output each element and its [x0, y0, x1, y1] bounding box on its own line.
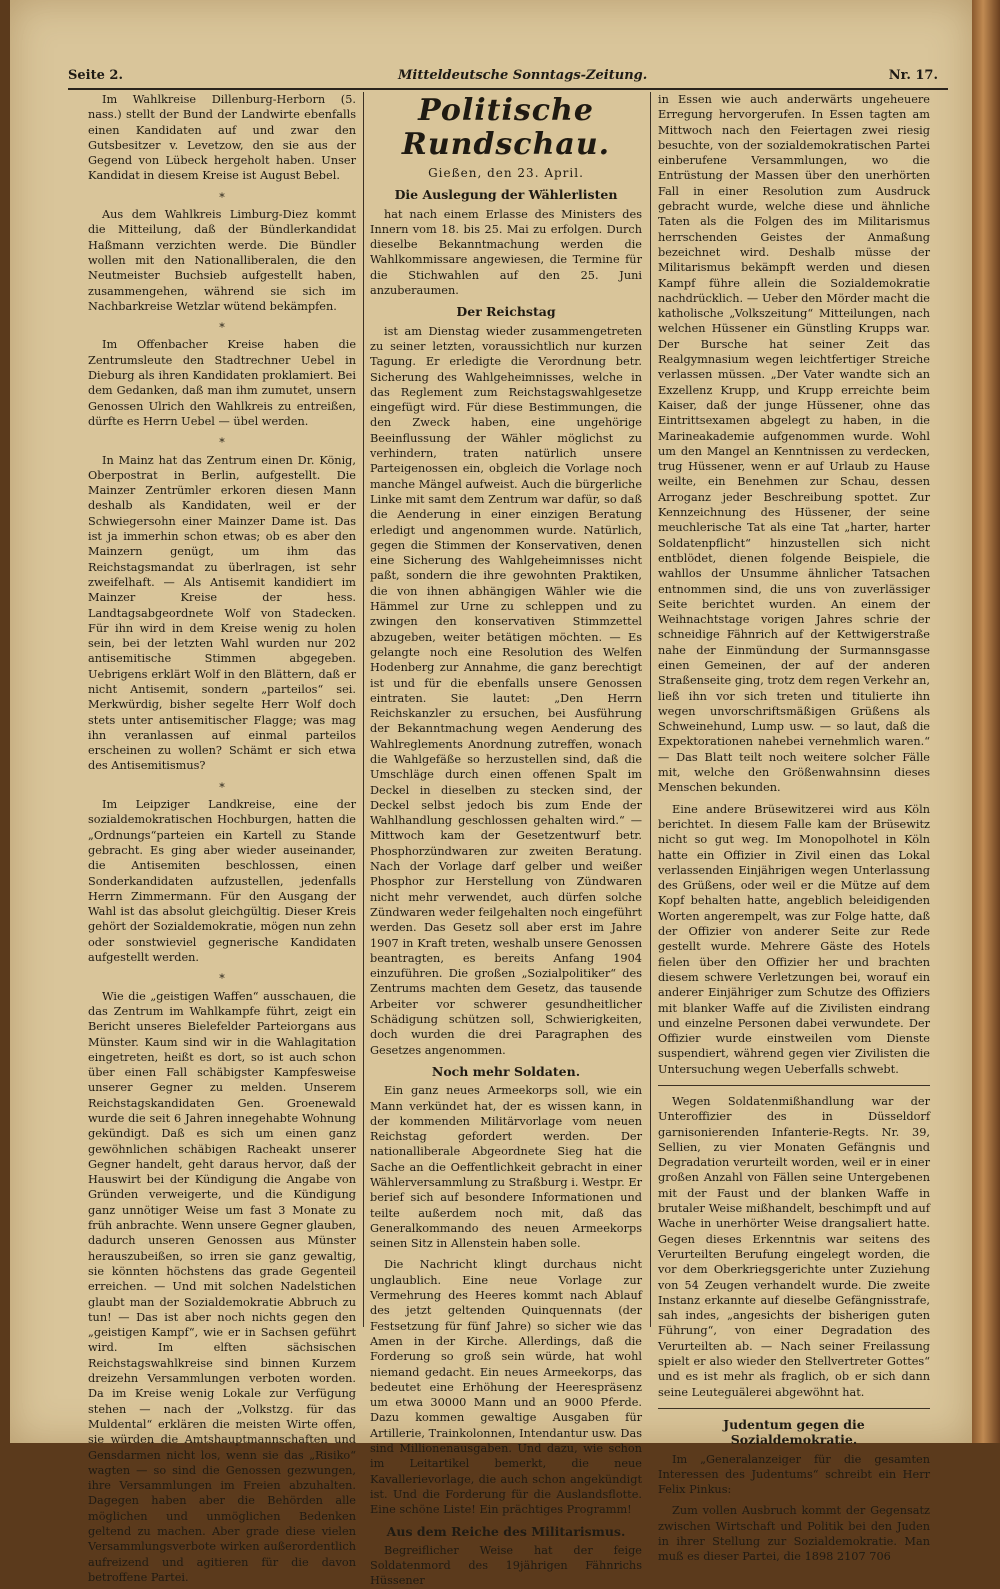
column-divider: [650, 92, 651, 1327]
article-heading: Aus dem Reiche des Militarismus.: [386, 1523, 626, 1539]
column-1: [88, 92, 356, 1584]
article-paragraph: Aus dem Wahlkreis Limburg-Diez kommt die Mitteilung, daß der Bündlerkandidat Haßmann verzichten werde. Die Bündler wollen mit den Nationalliberalen, die den Neutmeister Buchsieb aufgestellt haben, zusammengehen, während sie sich im Nachbarkreise Wetzlar wütend bekämpfen.: [88, 208, 356, 313]
article-paragraph: In Mainz hat das Zentrum einen Dr. König, Oberpostrat in Berlin, aufgestellt. Die Mainzer Zentrümler erkoren diesen Mann deshalb als Kandidaten, weil er der Schwiegersohn einer Mainzer Dame ist. Das ist ja immerhin schon etwas; ob es aber den Mainzern genügt, um ihm das Reichstagsmandat zu überlragen, ist sehr zweifelhaft. — Als Antisemit kandidiert im Mainzer Kreise der hess. Landtagsabgeordnete Wolf von Stadecken. Für ihn wird in dem Kreise wenig zu holen sein, bei der letzten Wahl wurden nur 202 antisemitische Stimmen abgegeben. Uebrigens erklärt Wolf in den Blättern, daß er nicht Antisemit, sondern „parteilos“ sei. Merkwürdig, bisher segelte Herr Wolf doch stets unter antisemitischer Flagge; was mag ihn veranlassen auf einmal parteilos erscheinen zu wollen? Schämt er sich etwa des Antisemitismus?: [88, 453, 356, 773]
article-paragraph: Zum vollen Ausbruch kommt der Gegensatz zwischen Wirtschaft und Politik bei den Juden in ihrer Stellung zur Sozialdemokratie. Man muß es dieser Partei, die 1898 2107 706: [658, 1504, 930, 1564]
column-3: [658, 92, 930, 1564]
separator-star: *: [219, 436, 225, 450]
article-paragraph: Die Nachricht klingt durchaus nicht unglaublich. Eine neue Vorlage zur Vermehrung des Heeres kommt nach Ablauf des jetzt geltenden Quinquennats (der Festsetzung für fünf Jahre) so sicher wie das Amen in der Kirche. Allerdings, daß die Forderung so groß sein würde, hat wohl niemand gedacht. Ein neues Armeekorps, das bedeutet eine Erhöhung der Heerespräsenz um etwa 30000 Mann und an 9000 Pferde. Dazu kommen gewaltige Ausgaben für Artillerie, Trainkolonnen, Intendantur usw. Das sind Millionenausgaben. Und dazu, wie schon im Leitartikel bemerkt, die neue Kavallerievorlage, die auch schon angekündigt ist. Und die Forderung für die Auslandsflotte. Eine schöne Liste! Ein prächtiges Programm!: [370, 1258, 642, 1517]
section-divider: [658, 1408, 930, 1409]
article-paragraph: Im Leipziger Landkreise, eine der sozialdemokratischen Hochburgen, hatten die „Ordnungs“parteien ein Kartell zu Stande gebracht. Es ging aber wieder auseinander, die Antisemiten beschlossen, einen Sonderkandidaten aufzustellen, jedenfalls Herrn Zimmermann. Für den Ausgang der Wahl ist das absolut gleichgültig. Dieser Kreis gehört der Sozialdemokratie, mögen nun zehn oder sonstwieviel gegnerische Kandidaten aufgestellt werden.: [88, 798, 356, 965]
article-paragraph: ist am Dienstag wieder zusammengetreten zu seiner letzten, voraussichtlich nur kurzen Tagung. Er erledigte die Verordnung betr. Sicherung des Wahlgeheimnisses, welche in das Reglement zum Reichstagswahlgesetze eingefügt wird. Für diese Bestimmungen, die den Zweck haben, eine ungehörige Beeinflussung der Wähler möglichst zu verhindern, traten natürlich unsere Parteigenossen ein, obgleich die Vorlage noch manche Mängel aufweist. Auch die bürgerliche Linke mit samt dem Zentrum war dafür, so daß die Aenderung in einer einzigen Beratung erledigt und angenommen wurde. Natürlich, gegen die Stimmen der Konservativen, denen eine Sicherung des Wahlgeheimnisses nicht paßt, sondern die ihre gewohnten Praktiken, die von ihnen abhängigen Wähler wie die Hämmel zur Urne zu schleppen und zu zwingen den konservativen Stimmzettel abzugeben, weiter betätigen möchten. — Es gelangte noch eine Resolution des Welfen Hodenberg zur Annahme, die ganz berechtigt ist und für die ebenfalls unsere Genossen eintraten. Sie lautet: „Den Herrn Reichskanzler zu ersuchen, bei Ausführung der Bekanntmachung wegen Aenderung des Wahlreglements Anordnung zutreffen, wonach die Wahlgefäße so herzustellen sind, daß die Umschläge durch einen offenen Spalt im Deckel in dieselben zu stecken sind, der Deckel selbst jedoch bis zum Ende der Wahlhandlung geschlossen gehalten wird.“ — Mittwoch kam der Gesetzentwurf betr. Phosphorzündwaren zur zweiten Beratung. Nach der Vorlage darf gelber und weißer Phosphor zur Herstellung von Zündwaren nicht mehr verwendet, auch dürfen solche Zündwaren weder feilgehalten noch eingeführt werden. Das Gesetz soll aber erst im Jahre 1907 in Kraft treten, weshalb unsere Genossen beantragten, es bereits Anfang 1904 einzuführen. Die großen „Sozialpolitiker“ des Zentrums machten dem Gesetz, das tausende Arbeiter vor schwerer gesundheitlicher Schädigung schützen soll, Schwierigkeiten, doch wurden die drei Paragraphen des Gesetzes angenommen.: [370, 324, 642, 1057]
article-paragraph: Im Wahlkreise Dillenburg-Herborn (5. nass.) stellt der Bund der Landwirte ebenfalls einen Kandidaten auf und zwar den Gutsbesitzer v. Levetzow, den sie aus der Gegend von Lübeck hergeholt haben. Unser Kandidat in diesem Kreise ist August Bebel.: [88, 93, 356, 183]
section-title: Politische Rundschau.: [401, 93, 611, 162]
book-binding-edge: [972, 0, 1000, 1443]
separator-star: *: [219, 321, 225, 335]
masthead: Mitteldeutsche Sonntags-Zeitung.: [398, 68, 648, 83]
article-paragraph: Ein ganz neues Armeekorps soll, wie ein Mann verkündet hat, der es wissen kann, in der kommenden Militärvorlage vom neuen Reichstag gefordert werden. Der nationalliberale Abgeordnete Sieg hat die Sache an die Oeffentlichkeit gebracht in einer Wählerversammlung zu Straßburg i. Westpr. Er berief sich auf besondere Informationen und teilte außerdem noch mit, daß das Generalkommando des neuen Armeekorps seinen Sitz in Allenstein haben solle.: [370, 1084, 642, 1251]
separator-star: *: [219, 972, 225, 986]
page-header: [68, 66, 938, 88]
article-paragraph: Wie die „geistigen Waffen“ ausschauen, die das Zentrum im Wahlkampfe führt, zeigt ein Bericht unseres Bielefelder Parteiorgans aus Münster. Kaum sind wir in die Wahlagitation eingetreten, heißt es dort, so ist auch schon über einen Fall schäbigster Kampfesweise unserer Gegner zu melden. Unserem Reichstagskandidaten Gen. Groenewald wurde die seit 6 Jahren innegehabte Wohnung gekündigt. Daß es sich um einen ganz gewöhnlichen schäbigen Racheakt unserer Gegner handelt, geht daraus hervor, daß der Hauswirt bei der Kündigung die Angabe von Gründen verweigerte, und die Kündigung ganz unnötiger Weise um fast 3 Monate zu früh anbrachte. Wenn unsere Gegner glauben, dadurch unseren Genossen aus Münster herauszubeißen, so irren sie ganz gewaltig, sie könnten höchstens das grade Gegenteil erreichen. — Und mit solchen Nadelstichen glaubt man der Sozialdemokratie Abbruch zu tun! — Das ist aber noch nichts gegen den „geistigen Kampf“, wie er in Sachsen geführt wird. Im elften sächsischen Reichstagswahlkreise sind binnen Kurzem dreizehn Versammlungen verboten worden. Da im Kreise wenig Lokale zur Verfügung stehen — nach der „Volkstzg. für das Muldental“ erklären die meisten Wirte offen, sie würden die Amtshauptmannschaften und Gensdarmen nicht los, wenn sie das „Risiko“ wagten — so sind die Genossen gezwungen, ihre Versammlungen im Freien abzuhalten. Dagegen haben aber die Behörden alle möglichen und unmöglichen Bedenken geltend zu machen. Aber grade diese vielen Versammlungsverbote wirken außerordentlich aufreizend und agitieren für die davon betroffene Partei.: [88, 989, 356, 1584]
article-paragraph: hat nach einem Erlasse des Ministers des Innern vom 18. bis 25. Mai zu erfolgen. Durch dieselbe Bekanntmachung werden die Wahlkommissare angewiesen, die Termine für die Stichwahlen auf den 25. Juni anzuberaumen.: [370, 207, 642, 298]
article-paragraph: Im „Generalanzeiger für die gesamten Interessen des Judentums“ schreibt ein Herr Felix Pinkus:: [658, 1452, 930, 1497]
page-number: Seite 2.: [68, 68, 123, 83]
article-heading: Judentum gegen die Sozialdemokratie.: [723, 1416, 865, 1448]
separator-star: *: [219, 190, 225, 204]
newspaper-page: [10, 0, 972, 1588]
article-paragraph: in Essen wie auch anderwärts ungeheuere Erregung hervorgerufen. In Essen tagten am Mittwoch nach den Feiertagen zwei riesig besuchte, von der sozialdemokratischen Partei einberufene Versammlungen, wo die Entrüstung der Massen über den unerhörten Fall in einer Resolution zum Ausdruck gebracht wurde, welche diese und ähnliche Taten als die Folgen des im Militarismus herrschenden Geistes der Anmaßung bezeichnet wird. Deshalb müsse der Militarismus bekämpft werden und diesen Kampf führe allein die Sozialdemokratie nachdrücklich. — Ueber den Mörder macht die katholische „Volkszeitung“ Mitteilungen, nach welchen Hüssener ein Günstling Krupps war. Der Bursche hat seiner Zeit das Realgymnasium wegen leichtfertiger Streiche verlassen müssen. „Der Vater wandte sich an Exzellenz Krupp, und Krupp erreichte beim Kaiser, daß der junge Hüssener, ohne das Eintrittsexamen abgelegt zu haben, in die Marineakademie aufgenommen wurde. Wohl um den Mangel an Kenntnissen zu verdecken, trug Hüssener, wenn er auf Urlaub zu Hause weilte, ein Benehmen zur Schau, dessen Arroganz jeder Beschreibung spottet. Zur Kennzeichnung des Hüssener, der seine meuchlerische Tat als eine Tat „harter, harter Soldatenpflicht“ hinzustellen sich nicht entblödet, dienen folgende Beispiele, die wahllos der Unsumme ähnlicher Tatsachen entnommen sind, die uns von zuverlässiger Seite berichtet wurden. An einem der Weihnachtstage vorigen Jahres schrie der schneidige Fähnrich auf der Kettwigerstraße nahe der Einmündung der Surmannsgasse einen Gemeinen, der auf der anderen Straßenseite ging, trotz dem regen Verkehr an, ließ ihn vor sich treten und titulierte ihn wegen unvorschriftsmäßigen Grüßens als Schweinehund, Lump usw. — so laut, daß die Expektorationen nahebei vernehmlich waren.“ — Das Blatt teilt noch weitere solcher Fälle mit, welche den Größenwahnsinn dieses Menschen bekunden.: [658, 93, 930, 795]
separator-star: *: [219, 780, 225, 794]
article-paragraph: Wegen Soldatenmißhandlung war der Unteroffizier des in Düsseldorf garnisonierenden Infanterie-Regts. Nr. 39, Sellien, zu vier Monaten Gefängnis und Degradation verurteilt worden, weil er in einer großen Anzahl von Fällen seine Untergebenen mit der Faust und der blanken Waffe in brutaler Weise mißhandelt, beschimpft und auf Wache in unerhörter Weise drangsaliert hatte. Gegen dieses Erkenntnis war seitens des Verurteilten Berufung eingelegt worden, die vor dem Oberkriegsgerichte unter Zuziehung von 54 Zeugen verhandelt wurde. Die zweite Instanz erkannte auf dieselbe Gefängnisstrafe, sah indes, „angesichts der bisherigen guten Führung“, von einer Degradation des Verurteilten ab. — Nach seiner Freilassung spielt er also wieder den Stellvertreter Gottes“ und es ist mehr als fraglich, ob er sich dann seine Leuteguälerei abgewöhnt hat.: [658, 1095, 930, 1399]
section-divider: [658, 1085, 930, 1086]
column-divider: [363, 92, 364, 1327]
article-paragraph: Eine andere Brüsewitzerei wird aus Köln berichtet. In diesem Falle kam der Brüsewitz nicht so gut weg. Im Monopolhotel in Köln hatte ein Offizier in Zivil einen das Lokal verlassenden Einjährigen wegen Unterlassung des Grüßens, oder weil er die Mütze auf dem Kopf behalten hatte, angeblich beleidigenden Worten angerempelt, was zur Folge hatte, daß der Offizier von anderer Seite zur Rede gestellt wurde. Mehrere Gäste des Hotels fielen über den Offizier her und brachten diesem schwere Verletzungen bei, worauf ein anderer Einjähriger zum Schutze des Offiziers mit blanker Waffe auf die Zivilisten eindrang und einzelne Personen dabei verwundete. Der Offizier wurde einstweilen vom Dienste suspendiert, während gegen vier Zivilisten die Untersuchung wegen Ueberfalls schwebt.: [658, 802, 930, 1076]
article-heading: Der Reichstag: [456, 304, 556, 320]
article-heading: Noch mehr Soldaten.: [431, 1063, 581, 1079]
issue-number: Nr. 17.: [888, 68, 938, 83]
header-rule: [68, 88, 948, 90]
column-2: [370, 92, 642, 1588]
article-paragraph: Begreiflicher Weise hat der feige Soldatenmord des 19jährigen Fähnrichs Hüssener: [370, 1543, 642, 1588]
article-paragraph: Im Offenbacher Kreise haben die Zentrumsleute den Stadtrechner Uebel in Dieburg als ihren Kandidaten proklamiert. Bei dem Gedanken, daß man ihm zumutet, unsern Genossen Ulrich den Wahlkreis zu entreißen, dürfte es Herrn Uebel — übel werden.: [88, 338, 356, 428]
dateline: Gießen, den 23. April.: [428, 166, 584, 180]
article-heading: Die Auslegung der Wählerlisten: [394, 187, 618, 203]
